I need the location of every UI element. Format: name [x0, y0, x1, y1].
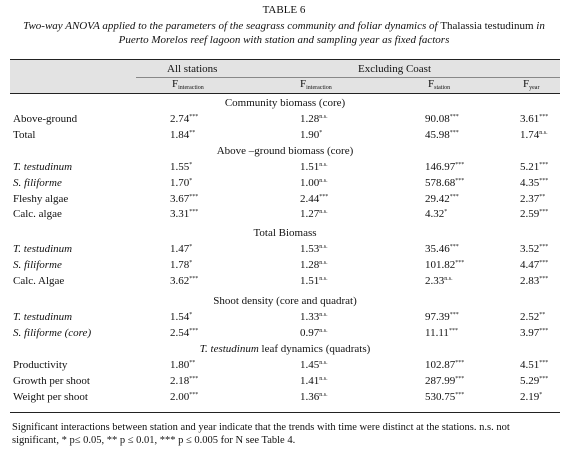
col-header-2-base: F: [300, 78, 307, 90]
table-row: [10, 374, 560, 388]
significance-mark: ***: [455, 162, 465, 168]
cell-value: [170, 358, 195, 372]
row-label: S. filiforme: [13, 176, 62, 189]
f-value: 3.97: [520, 326, 540, 339]
table-row: [10, 128, 560, 142]
cell-value: [425, 176, 464, 190]
cell-value: [170, 258, 192, 272]
cell-value: [170, 274, 198, 288]
significance-mark: ***: [189, 375, 199, 382]
cell-value: [520, 258, 548, 272]
col-header-1: [172, 78, 204, 90]
cell-value: [520, 274, 548, 288]
significance-mark: ***: [539, 360, 549, 366]
significance-mark: *: [189, 177, 193, 184]
cell-value: [170, 326, 198, 340]
cell-value: [520, 326, 548, 340]
f-value: 0.97: [300, 326, 320, 339]
significance-mark: ***: [455, 360, 465, 366]
row-label: T. testudinum: [13, 243, 73, 255]
f-value: 5.29: [520, 374, 540, 387]
cell-value: [520, 160, 548, 174]
significance-mark: n.s.: [319, 162, 328, 168]
f-value: 5.21: [520, 161, 540, 173]
f-value: 1.45: [300, 359, 320, 371]
cell-value: [425, 258, 464, 272]
section-title-rest: leaf dynamics (quadrats): [258, 343, 371, 355]
table-row: [10, 242, 560, 256]
cell-value: [170, 242, 192, 256]
significance-mark: *: [444, 209, 448, 216]
cell-value: [425, 207, 447, 221]
cell-value: [170, 374, 198, 388]
group-excluding-coast: Excluding Coast: [358, 63, 432, 75]
row-label: Calc. Algae: [13, 274, 65, 287]
table-row: [10, 160, 560, 174]
significance-mark: ***: [539, 114, 549, 120]
f-value: 1.53: [300, 243, 320, 255]
f-value: 3.52: [520, 243, 540, 255]
significance-mark: **: [539, 312, 546, 318]
f-value: 45.98: [425, 128, 450, 141]
row-label: S. filiforme (core): [13, 326, 92, 339]
cell-value: [300, 192, 328, 206]
f-value: 1.28: [300, 258, 320, 271]
cell-value: [520, 390, 542, 404]
cell-value: [425, 192, 459, 206]
cell-value: [300, 242, 328, 256]
significance-mark: ***: [189, 114, 199, 120]
table-row: [10, 207, 560, 221]
significance-mark: ***: [539, 209, 549, 216]
table-number: TABLE 6: [262, 4, 306, 16]
row-label: T. testudinum: [13, 161, 73, 173]
f-value: 3.62: [170, 274, 190, 287]
f-value: 1.41: [300, 374, 320, 387]
significance-mark: ***: [455, 391, 465, 398]
significance-mark: n.s.: [319, 114, 328, 120]
significance-mark: ***: [189, 327, 199, 334]
cell-value: [520, 358, 548, 372]
f-value: 4.35: [520, 176, 540, 189]
table-footnote: Significant interactions between station and year indicate that the trends with time were distinct at the stations. n.s. not significant, * p≤ 0.05, ** p ≤ 0.01, *** p ≤ 0.005 for N see Table 4.: [12, 422, 510, 446]
f-value: 287.99: [425, 374, 456, 387]
cell-value: [425, 242, 459, 256]
significance-mark: ***: [449, 244, 459, 250]
table-row: [10, 358, 560, 372]
f-value: 2.19: [520, 390, 540, 403]
row-label: Growth per shoot: [13, 374, 90, 387]
significance-mark: n.s.: [319, 244, 328, 250]
f-value: 4.47: [520, 258, 540, 271]
row-label: Above-ground: [13, 113, 78, 125]
f-value: 1.55: [170, 161, 190, 173]
cell-value: [425, 374, 464, 388]
f-value: 1.51: [300, 161, 320, 173]
col-header-2: [300, 78, 332, 90]
significance-mark: *: [539, 391, 543, 398]
significance-mark: *: [189, 162, 193, 168]
significance-mark: *: [189, 244, 193, 250]
f-value: 1.33: [300, 311, 320, 323]
row-label: Productivity: [13, 359, 68, 371]
cell-value: [300, 390, 328, 404]
caption-species: Thalassia testudinum: [440, 20, 534, 32]
significance-mark: ***: [455, 177, 465, 184]
significance-mark: n.s.: [319, 312, 328, 318]
cell-value: [300, 258, 328, 272]
f-value: 2.00: [170, 390, 190, 403]
col-header-1-base: F: [172, 78, 179, 90]
f-value: 146.97: [425, 161, 456, 173]
significance-mark: *: [319, 129, 323, 136]
header-band: [10, 59, 560, 93]
significance-mark: ***: [539, 244, 549, 250]
cell-value: [425, 112, 459, 126]
caption-text-start: Two-way ANOVA applied to the parameters of the seagrass community and foliar dynamics of: [23, 20, 441, 32]
cell-value: [520, 128, 548, 142]
header-bottom-rule: [10, 93, 560, 94]
significance-mark: *: [189, 259, 193, 266]
f-value: 1.90: [300, 128, 320, 141]
cell-value: [425, 128, 459, 142]
cell-value: [425, 358, 464, 372]
cell-value: [300, 274, 328, 288]
f-value: 578.68: [425, 176, 456, 189]
table-row: [10, 176, 560, 190]
significance-mark: ***: [189, 209, 199, 216]
cell-value: [170, 192, 198, 206]
cell-value: [520, 242, 548, 256]
cell-value: [520, 207, 548, 221]
significance-mark: n.s.: [319, 259, 328, 266]
significance-mark: ***: [539, 162, 549, 168]
row-label: Fleshy algae: [13, 192, 69, 205]
significance-mark: ***: [539, 327, 549, 334]
cell-value: [520, 192, 545, 206]
significance-mark: n.s.: [319, 209, 328, 216]
row-label: S. filiforme: [13, 258, 62, 271]
f-value: 2.18: [170, 374, 190, 387]
cell-value: [170, 176, 192, 190]
f-value: 2.74: [170, 113, 190, 125]
significance-mark: ***: [539, 275, 549, 282]
f-value: 1.36: [300, 390, 320, 403]
table-row: [10, 390, 560, 404]
cell-value: [300, 326, 328, 340]
cell-value: [300, 374, 328, 388]
significance-mark: ***: [539, 177, 549, 184]
table-row: [10, 258, 560, 272]
cell-value: [425, 326, 458, 340]
cell-value: [170, 128, 195, 142]
significance-mark: ***: [189, 391, 199, 398]
table-row: [10, 112, 560, 126]
f-value: 1.84: [170, 128, 190, 141]
significance-mark: ***: [449, 114, 459, 120]
f-value: 1.70: [170, 176, 190, 189]
cell-value: [170, 112, 198, 126]
bottom-rule: [10, 412, 560, 413]
f-value: 1.74: [520, 128, 540, 141]
significance-mark: **: [189, 129, 196, 136]
col-header-3: [428, 78, 450, 90]
col-header-4: [523, 78, 539, 90]
col-header-2-sub: interaction: [306, 85, 332, 91]
significance-mark: ***: [455, 375, 465, 382]
f-value: 1.54: [170, 311, 190, 323]
f-value: 1.00: [300, 176, 320, 189]
table-row: [10, 192, 560, 206]
f-value: 2.44: [300, 192, 320, 205]
significance-mark: **: [189, 360, 196, 366]
cell-value: [170, 207, 198, 221]
f-value: 530.75: [425, 390, 456, 403]
cell-value: [425, 310, 459, 324]
f-value: 1.80: [170, 359, 190, 371]
significance-mark: ***: [189, 275, 199, 282]
significance-mark: ***: [539, 259, 549, 266]
col-header-4-sub: year: [529, 85, 540, 91]
f-value: 2.59: [520, 208, 540, 221]
significance-mark: n.s.: [319, 391, 328, 398]
significance-mark: n.s.: [319, 375, 328, 382]
f-value: 101.82: [425, 258, 456, 271]
f-value: 97.39: [425, 311, 450, 323]
section-title: [10, 342, 560, 356]
f-value: 2.37: [520, 192, 540, 205]
f-value: 11.11: [425, 326, 449, 339]
f-value: 1.51: [300, 274, 320, 287]
significance-mark: ***: [319, 193, 329, 200]
cell-value: [170, 390, 198, 404]
f-value: 102.87: [425, 359, 456, 371]
f-value: 3.31: [170, 208, 190, 221]
significance-mark: ***: [189, 193, 199, 200]
section-title: Community biomass (core): [224, 97, 346, 109]
cell-value: [300, 128, 322, 142]
significance-mark: n.s.: [319, 275, 328, 282]
significance-mark: *: [189, 312, 193, 318]
f-value: 2.54: [170, 326, 190, 339]
caption-text-end: in Puerto Morelos reef lagoon with station and sampling year as fixed factors: [118, 20, 545, 46]
cell-value: [300, 310, 328, 324]
f-value: 29.42: [425, 192, 450, 205]
cell-value: [520, 176, 548, 190]
section-title: Shoot density (core and quadrat): [213, 295, 357, 307]
col-header-3-sub: station: [434, 85, 451, 91]
cell-value: [300, 160, 328, 174]
f-value: 1.78: [170, 258, 190, 271]
cell-value: [425, 390, 464, 404]
cell-value: [300, 207, 328, 221]
f-value: 2.83: [520, 274, 540, 287]
section-title: Above –ground biomass (core): [216, 145, 354, 157]
cell-value: [520, 112, 548, 126]
col-header-1-sub: interaction: [178, 85, 204, 91]
significance-mark: ***: [449, 193, 459, 200]
f-value: 2.52: [520, 311, 540, 323]
f-value: 90.08: [425, 113, 450, 125]
row-label: Weight per shoot: [13, 390, 88, 403]
f-value: 4.51: [520, 359, 540, 371]
col-header-4-base: F: [523, 78, 530, 90]
f-value: 1.28: [300, 113, 320, 125]
top-rule: [10, 59, 560, 60]
f-value: 4.32: [425, 208, 445, 221]
cell-value: [300, 112, 328, 126]
f-value: 3.61: [520, 113, 540, 125]
significance-mark: ***: [449, 129, 459, 136]
significance-mark: ***: [449, 312, 459, 318]
f-value: 1.47: [170, 243, 190, 255]
group-all-stations: All stations: [167, 63, 218, 75]
row-label: Calc. algae: [13, 208, 62, 221]
cell-value: [170, 310, 192, 324]
significance-mark: n.s.: [319, 177, 328, 184]
significance-mark: n.s.: [319, 360, 328, 366]
cell-value: [425, 160, 464, 174]
cell-value: [520, 310, 545, 324]
f-value: 3.67: [170, 192, 190, 205]
f-value: 2.33: [425, 274, 445, 287]
cell-value: [170, 160, 192, 174]
significance-mark: **: [539, 193, 546, 200]
significance-mark: ***: [448, 327, 458, 334]
f-value: 1.27: [300, 208, 320, 221]
significance-mark: n.s.: [444, 275, 453, 282]
significance-mark: ***: [539, 375, 549, 382]
significance-mark: n.s.: [539, 129, 548, 136]
table-caption: [10, 19, 558, 47]
row-label: Total: [13, 128, 36, 141]
cell-value: [300, 176, 328, 190]
cell-value: [520, 374, 548, 388]
section-title: Total Biomass: [253, 227, 317, 239]
table-row: [10, 326, 560, 340]
table-row: [10, 274, 560, 288]
section-title-species: T. testudinum: [199, 343, 259, 355]
significance-mark: n.s.: [319, 327, 328, 334]
col-header-3-base: F: [428, 78, 435, 90]
significance-mark: ***: [455, 259, 465, 266]
f-value: 35.46: [425, 243, 450, 255]
row-label: T. testudinum: [13, 311, 73, 323]
cell-value: [300, 358, 328, 372]
cell-value: [425, 274, 453, 288]
table-row: [10, 310, 560, 324]
